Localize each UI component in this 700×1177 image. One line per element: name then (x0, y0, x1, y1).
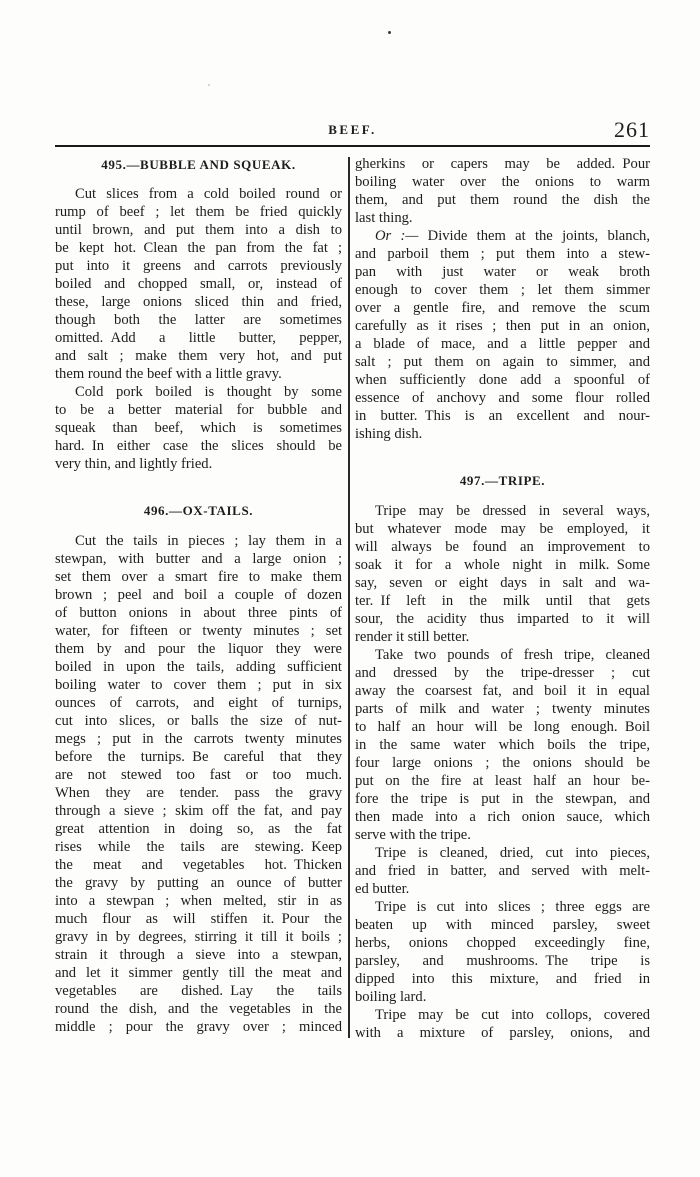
text-line: herbs, onions chopped exceedingly fine, (355, 935, 650, 951)
text-line: Take two pounds of fresh tripe, cleaned (375, 647, 650, 663)
text-line: carefully as it rises ; then put in an onion, (355, 318, 650, 334)
section-heading: 496.—OX-TAILS. (143, 503, 254, 518)
text-line: salt ; put them on again to simmer, and (355, 354, 650, 370)
column-divider (348, 157, 350, 1038)
text-line: them round the beef with a little gravy. (55, 366, 282, 382)
text-line: when sufficiently done add a spoonful of (355, 372, 650, 388)
text-line: them by and pour the liquor they were (55, 641, 342, 657)
text-line: four large onions ; the onions should be (355, 755, 650, 771)
text-line: enough to cover them ; let them simmer (355, 282, 650, 298)
text-line: into a stewpan ; when melted, stir in as (55, 893, 342, 909)
text-line: ishing dish. (355, 426, 423, 442)
text-line: over a gentle fire, and remove the scum (355, 300, 650, 316)
text-line: then made into a rich onion sauce, which (355, 809, 650, 825)
text-line: cut into slices, or balls the size of nut- (55, 713, 342, 729)
text-line: Cold pork boiled is thought by some (75, 384, 342, 400)
text-line: When they are tender. pass the gravy (55, 785, 342, 801)
text-line: with a mixture of parsley, onions, and (355, 1025, 650, 1041)
text-line: Tripe is cleaned, dried, cut into pieces, (375, 845, 650, 861)
text-line: squeak than beef, which is sometimes (55, 420, 342, 436)
text-line: ounces of carrots, and eight of turnips, (55, 695, 342, 711)
running-head: BEEF. (328, 122, 377, 137)
text-line: serve with the tripe. (355, 827, 471, 843)
text-line: megs ; put in the carrots twenty minutes (55, 731, 342, 747)
text-line: parsley, and mushrooms. The tripe is (355, 953, 650, 969)
text-line: in the same water which boils the tripe, (355, 737, 650, 753)
text-line: Tripe is cut into slices ; three eggs are (375, 899, 650, 915)
text-line: dipped into this mixture, and fried in (355, 971, 650, 987)
text-line: great attention in doing so, as the fat (55, 821, 342, 837)
text-line: beaten up with minced parsley, sweet (355, 917, 650, 933)
text-line: ed butter. (355, 881, 410, 897)
text-line: Tripe may be cut into collops, covered (375, 1007, 650, 1023)
text-line: and salt ; make them very hot, and put (55, 348, 342, 364)
text-line: much flour as will stiffen it. Pour the (55, 911, 342, 927)
text-columns (55, 155, 650, 1042)
text-line: and parboil them ; put them into a stew- (355, 246, 650, 262)
text-line: pan with just water or weak broth (355, 264, 650, 280)
text-line: be kept hot. Clean the pan from the fat ; (55, 240, 342, 256)
right-column (355, 155, 650, 1042)
text-line: soak it for a whole night in milk. Some (355, 557, 650, 573)
text-line: set them over a smart fire to make them (55, 569, 342, 585)
text-line: though both the latter are sometimes (55, 312, 342, 328)
text-line: put into it greens and carrots previously (55, 258, 342, 274)
text-line: to be a better material for bubble and (55, 402, 342, 418)
text-line: in butter. This is an excellent and nour- (355, 408, 650, 424)
text-line: Tripe may be dressed in several ways, (375, 503, 650, 519)
text-line: hard. In either case the slices should be (55, 438, 342, 454)
text-line: boiling lard. (355, 989, 427, 1005)
text-line: brown ; peel and boil a couple of dozen (55, 587, 342, 603)
text-line: gravy in by degrees, stirring it till it boils ; (55, 929, 342, 945)
text-line: boiled and chopped small, or, instead of (55, 276, 342, 292)
text-line: and let it simmer gently till the meat and (55, 965, 342, 981)
text-line: of button onions in about three pints of (55, 605, 342, 621)
italic-lead: Or :— (375, 228, 419, 244)
section-heading: 495.—BUBBLE AND SQUEAK. (101, 157, 296, 172)
text-line: these, large onions sliced thin and fried, (55, 294, 342, 310)
text-line: a blade of mace, and a little pepper and (355, 336, 650, 352)
text-line: vegetables are dished. Lay the tails (55, 983, 342, 999)
text-line: stewpan, with butter and a large onion ; (55, 551, 342, 567)
text-line: water, for fifteen or twenty minutes ; set (55, 623, 342, 639)
text-line: boiling water to cover them ; put in six (55, 677, 342, 693)
text-line: sour, the acidity thus imparted to it will (355, 611, 650, 627)
page-number: 261 (614, 117, 650, 142)
text-line: round the dish, and the vegetables in the (55, 1001, 342, 1017)
text-line: and dressed by the tripe-dresser ; cut (355, 665, 650, 681)
left-column (55, 155, 342, 1042)
text-line: boiled in upon the tails, adding sufficient (55, 659, 342, 675)
text-line: will always be found an improvement to (355, 539, 650, 555)
scan-speck (208, 84, 210, 86)
text-line: very thin, and lightly fried. (55, 456, 213, 472)
text-line: are not stewed too fast or too much. (55, 767, 342, 783)
text-line: Cut slices from a cold boiled round or (75, 186, 342, 202)
text-line: away the coarsest fat, and boil it in equal (355, 683, 650, 699)
text-line: through a sieve ; skim off the fat, and pay (55, 803, 342, 819)
text-line: rises while the tails are stewing. Keep (55, 839, 342, 855)
text-line: before the turnips. Be careful that they (55, 749, 342, 765)
header-rule (55, 145, 650, 147)
text-line: boiling water over the onions to warm (355, 174, 650, 190)
text-line: fore the tripe is put in the stewpan, and (355, 791, 650, 807)
text-line: them, and put them round the dish the (355, 192, 650, 208)
text-line: but whatever mode may be employed, it (355, 521, 650, 537)
text-line: put on the fire at least half an hour be- (355, 773, 650, 789)
text-line: rump of beef ; let them be fried quickly (55, 204, 342, 220)
scan-speck (388, 31, 391, 34)
text-line: Or :— Divide them at the joints, blanch, (375, 228, 650, 244)
text-line: render it still better. (355, 629, 470, 645)
text-line: essence of anchovy and some flour rolled (355, 390, 650, 406)
text-line: middle ; pour the gravy over ; minced (55, 1019, 342, 1035)
text-line: say, seven or eight days in salt and wa- (355, 575, 650, 591)
text-line: until brown, and put them into a dish to (55, 222, 342, 238)
text-line: the meat and vegetables hot. Thicken (55, 857, 342, 873)
text-line: omitted. Add a little butter, pepper, (55, 330, 342, 346)
page-content (55, 114, 650, 1042)
text-line: gherkins or capers may be added. Pour (355, 156, 650, 172)
page-header (55, 114, 650, 140)
text-line: Cut the tails in pieces ; lay them in a (75, 533, 342, 549)
text-line: the gravy by putting an ounce of butter (55, 875, 342, 891)
text-line: parts of milk and water ; twenty minutes (355, 701, 650, 717)
text-line: strain it through a sieve into a stewpan, (55, 947, 342, 963)
text-line: last thing. (355, 210, 413, 226)
section-heading: 497.—TRIPE. (459, 473, 546, 488)
text-line: ter. If left in the milk until that gets (355, 593, 650, 609)
text-line: to half an hour will be long enough. Boil (355, 719, 650, 735)
text-line: and fried in batter, and served with melt- (355, 863, 650, 879)
